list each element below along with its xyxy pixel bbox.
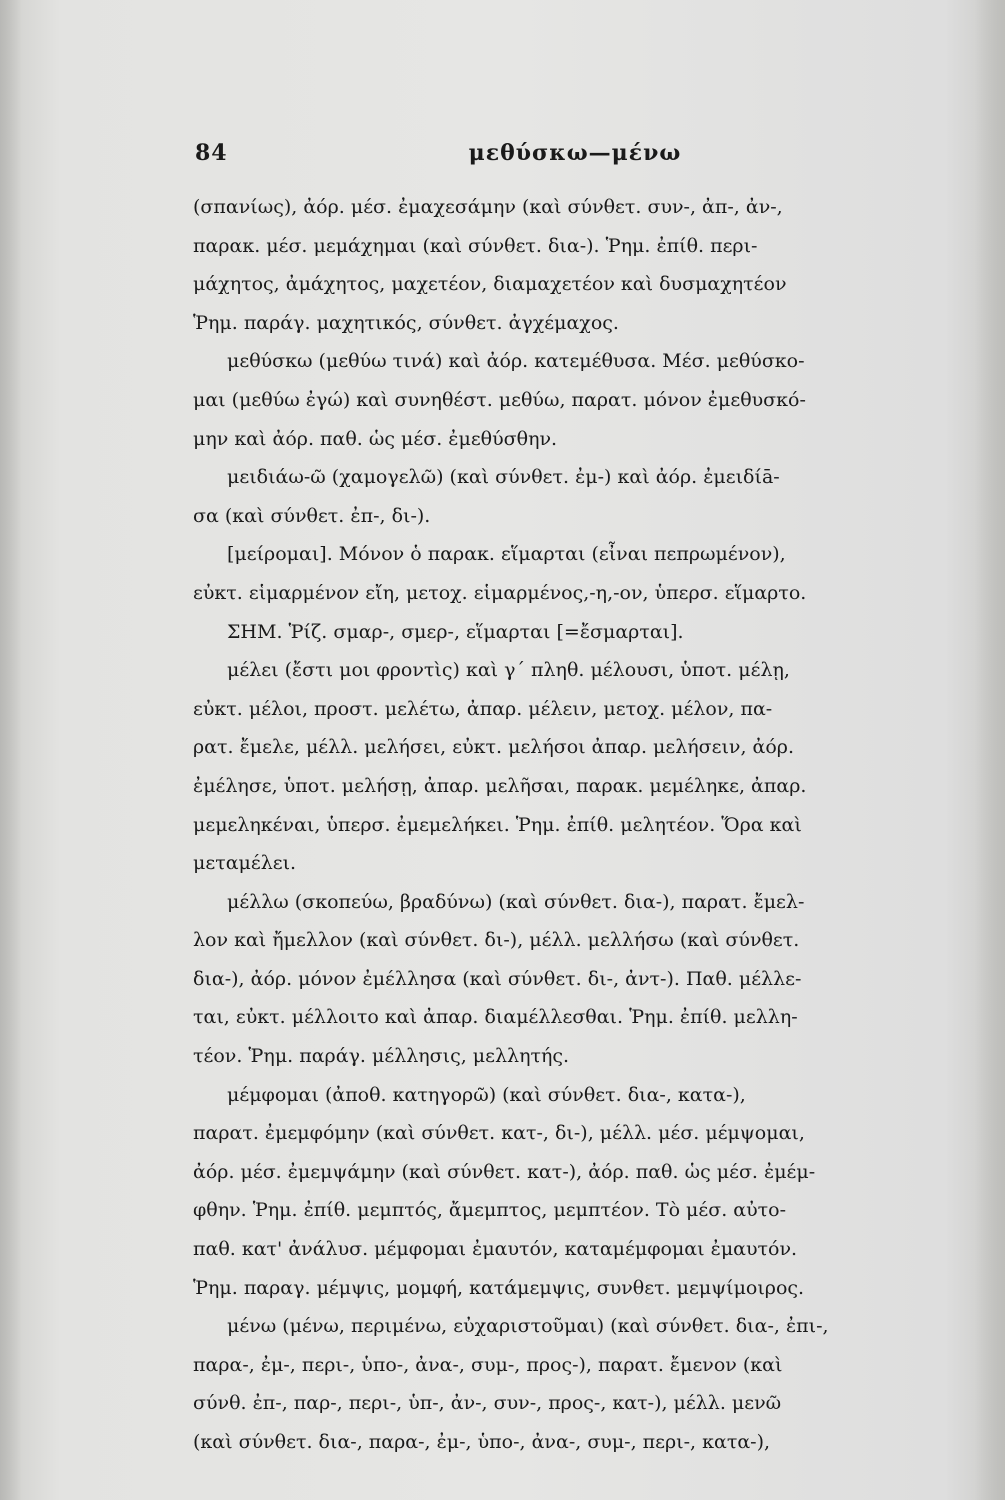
text-line: ρατ. ἔμελε, μέλλ. μελήσει, εὐκτ. μελήσοι ἀπαρ. μελήσειν, ἀόρ.	[193, 736, 795, 759]
text-line: τέον. Ῥημ. παράγ. μέλλησις, μελλητής.	[193, 1045, 570, 1068]
text-line: εὐκτ. εἱμαρμένον εἴη, μετοχ. εἱμαρμένος,-η,-ον, ὑπερσ. εἵμαρτο.	[193, 581, 807, 604]
text-line: φθην. Ῥημ. ἐπίθ. μεμπτός, ἄμεμπτος, μεμπτέον. Τὸ μέσ. αὐτο-	[193, 1199, 787, 1222]
page-header	[195, 140, 955, 180]
running-head: μεθύσκω—μένω	[468, 140, 682, 166]
text-line: (καὶ σύνθετ. δια-, παρα-, ἐμ-, ὑπο-, ἀνα-, συμ-, περι-, κατα-),	[193, 1431, 771, 1453]
text-line: μαι (μεθύω ἐγώ) καὶ συνηθέστ. μεθύω, παρατ. μόνον ἐμεθυσκό-	[193, 388, 806, 411]
text-line: Ῥημ. παράγ. μαχητικός, σύνθετ. ἀγχέμαχος.	[193, 311, 619, 334]
text-line: παρατ. ἐμεμφόμην (καὶ σύνθετ. κατ-, δι-), μέλλ. μέσ. μέμψομαι,	[193, 1122, 805, 1145]
entry-line: μεθύσκω (μεθύω τινά) καὶ ἀόρ. κατεμέθυσα. Μέσ. μεθύσκο-	[227, 350, 805, 373]
text-line: ἀόρ. μέσ. ἐμεμψάμην (καὶ σύνθετ. κατ-), ἀόρ. παθ. ὡς μέσ. ἐμέμ-	[193, 1160, 816, 1183]
page-number: 84	[195, 140, 228, 166]
dictionary-text	[193, 188, 961, 1462]
text-line: ἐμέλησε, ὑποτ. μελήσῃ, ἀπαρ. μελῆσαι, παρακ. μεμέληκε, ἀπαρ.	[193, 774, 807, 797]
text-line: δια-), ἀόρ. μόνον ἐμέλλησα (καὶ σύνθετ. δι-, ἀντ-). Παθ. μέλλε-	[193, 967, 802, 990]
text-line: μεταμέλει.	[193, 852, 297, 875]
entry-line: [μείρομαι]. Μόνον ὁ παρακ. εἵμαρται (εἶναι πεπρωμένον),	[227, 543, 786, 566]
page-right-shadow	[975, 0, 1005, 1500]
entry-line: μέμφομαι (ἀποθ. κατηγορῶ) (καὶ σύνθετ. δια-, κατα-),	[227, 1083, 746, 1106]
text-line: σύνθ. ἐπ-, παρ-, περι-, ὑπ-, ἀν-, συν-, προς-, κατ-), μέλλ. μενῶ	[193, 1392, 782, 1415]
text-line: μάχητος, ἀμάχητος, μαχετέον, διαμαχετέον καὶ δυσμαχητέον	[193, 273, 787, 296]
text-line: μεμεληκέναι, ὑπερσ. ἐμεμελήκει. Ῥημ. ἐπίθ. μελητέον. Ὅρα καὶ	[193, 813, 802, 836]
entry-line: μένω (μένω, περιμένω, εὐχαριστοῦμαι) (καὶ σύνθετ. δια-, ἐπι-,	[227, 1315, 829, 1338]
text-line: (σπανίως), ἀόρ. μέσ. ἐμαχεσάμην (καὶ σύνθετ. συν-, ἀπ-, ἀν-,	[193, 196, 783, 218]
text-line: παθ. κατ' ἀνάλυσ. μέμφομαι ἐμαυτόν, καταμέμφομαι ἐμαυτόν.	[193, 1238, 798, 1261]
page-left-shadow	[0, 0, 22, 1500]
note-line: ΣΗΜ. Ῥίζ. σμαρ-, σμερ-, εἵμαρται [=ἔσμαρται].	[227, 620, 684, 643]
text-line: ται, εὐκτ. μέλλοιτο καὶ ἀπαρ. διαμέλλεσθαι. Ῥημ. ἐπίθ. μελλη-	[193, 1006, 798, 1029]
text-line: μην καὶ ἀόρ. παθ. ὡς μέσ. ἐμεθύσθην.	[193, 427, 558, 450]
text-line: παρακ. μέσ. μεμάχημαι (καὶ σύνθετ. δια-). Ῥημ. ἐπίθ. περι-	[193, 234, 758, 257]
text-line: εὐκτ. μέλοι, προστ. μελέτω, ἀπαρ. μέλειν, μετοχ. μέλον, πα-	[193, 697, 773, 720]
entry-line: μέλει (ἔστι μοι φροντὶς) καὶ γ΄ πληθ. μέλουσι, ὑποτ. μέλῃ,	[227, 659, 790, 682]
text-line: λον καὶ ἤμελλον (καὶ σύνθετ. δι-), μέλλ. μελλήσω (καὶ σύνθετ.	[193, 929, 800, 952]
entry-line: μέλλω (σκοπεύω, βραδύνω) (καὶ σύνθετ. δια-), παρατ. ἔμελ-	[227, 890, 805, 913]
entry-line: μειδιάω-ῶ (χαμογελῶ) (καὶ σύνθετ. ἐμ-) καὶ ἀόρ. ἐμειδίā-	[227, 466, 780, 489]
text-line: Ῥημ. παραγ. μέμψις, μομφή, κατάμεμψις, συνθετ. μεμψίμοιρος.	[193, 1276, 805, 1299]
text-line: σα (καὶ σύνθετ. ἐπ-, δι-).	[193, 504, 431, 527]
text-line: παρα-, ἐμ-, περι-, ὑπο-, ἀνα-, συμ-, προς-), παρατ. ἔμενον (καὶ	[193, 1353, 783, 1376]
